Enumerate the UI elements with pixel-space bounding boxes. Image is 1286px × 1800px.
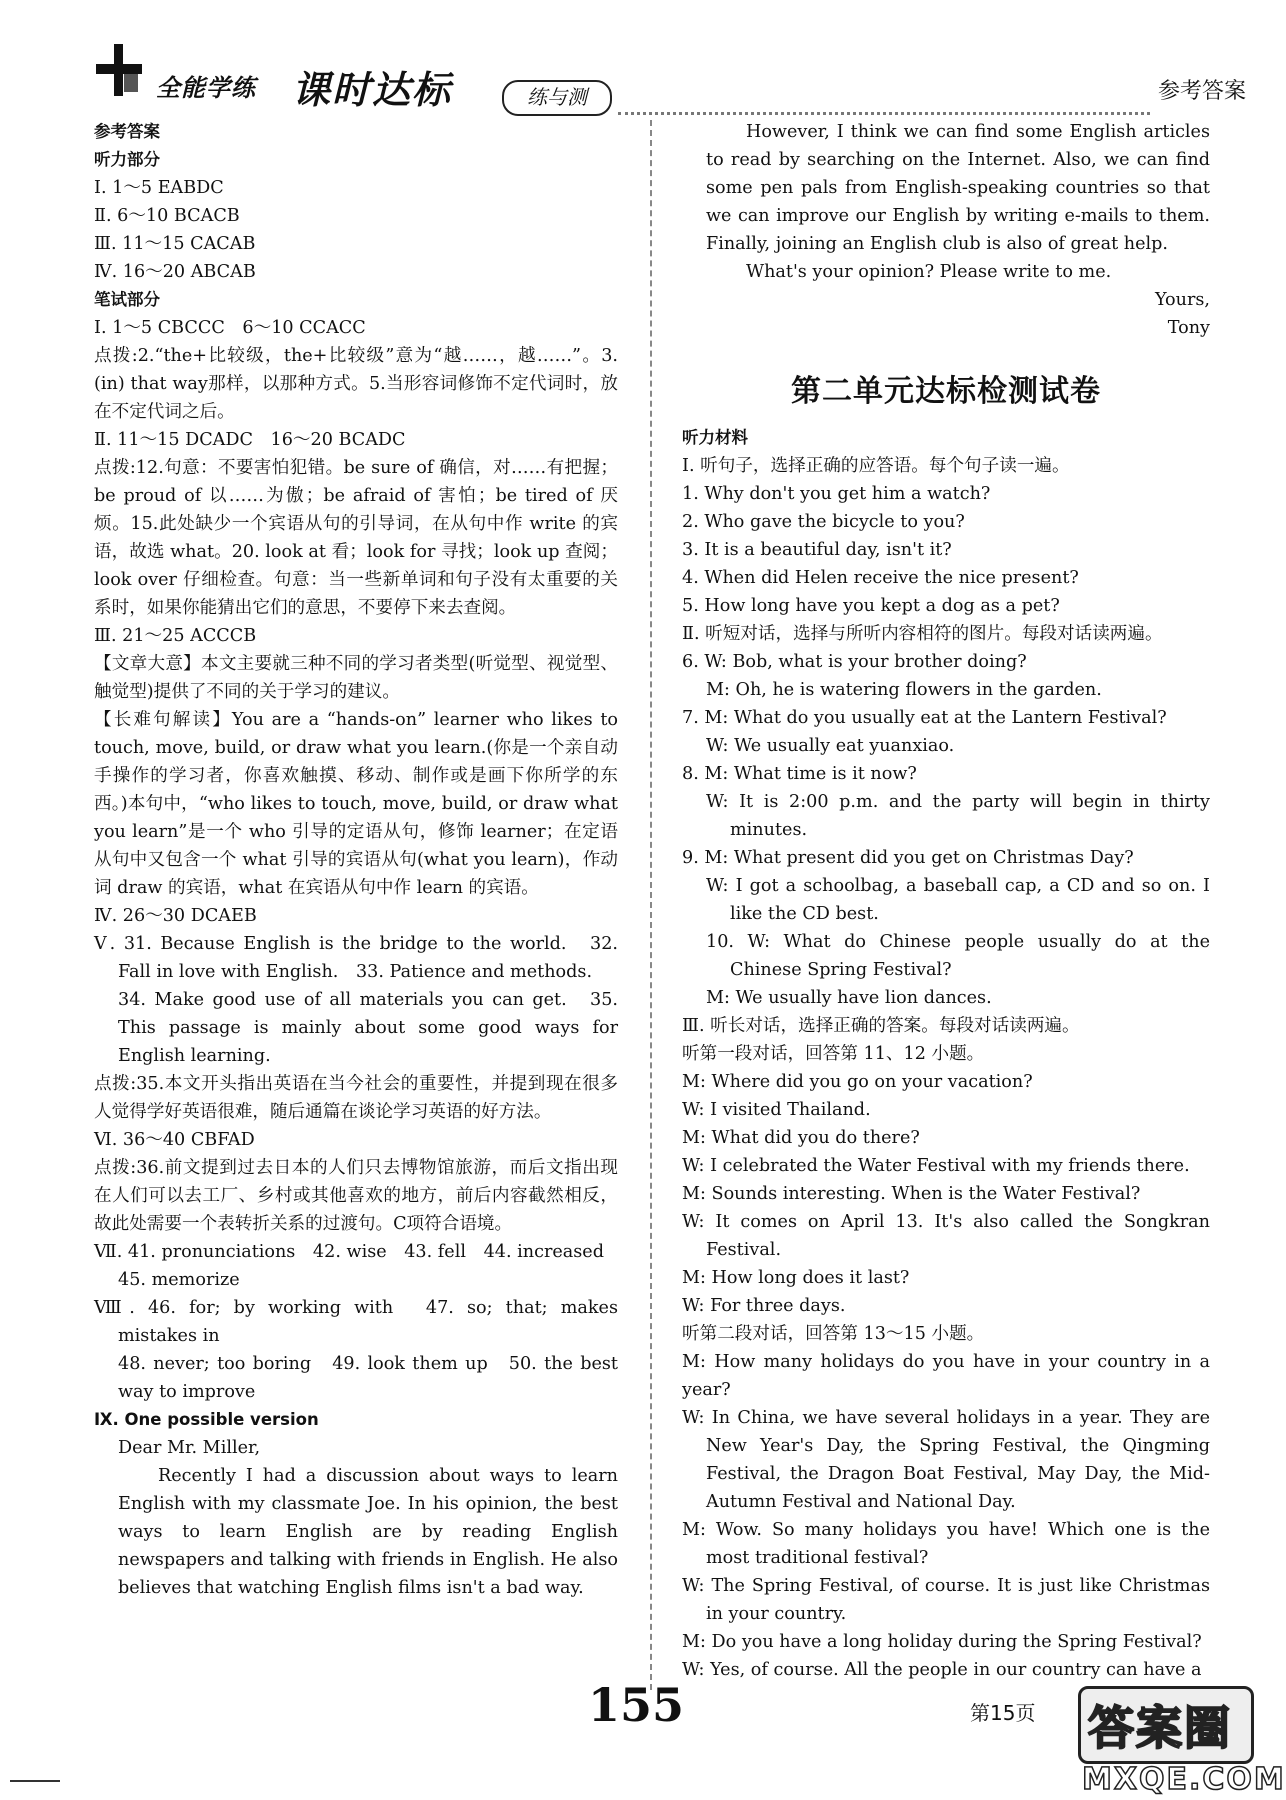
text-line: Tony — [1167, 318, 1210, 338]
text-line: Yours, — [1154, 290, 1210, 310]
text-line: 点拨:12.句意：不要害怕犯错。be sure of 确信，对……有把握；be proud of 以……为傲；be afraid of 害怕；be tired of 厌烦。15.此处缺少一个宾语从句的引导词，在从句中作 write 的宾语，故选 what。20. look at 看；look for 寻找；look up 查阅；look over 仔细检查。句意：当一些新单词和句子没有太重要的关系时，如果你能猜出它们的意思，不要停下来去查阅。 — [94, 458, 618, 618]
plus-logo-icon — [96, 44, 142, 96]
text-line: 【文章大意】本文主要就三种不同的学习者类型(听觉型、视觉型、触觉型)提供了不同的关于学习的建议。 — [94, 654, 618, 702]
text-line: 参考答案 — [94, 122, 160, 141]
text-line: M: Where did you go on your vacation? — [682, 1072, 1033, 1092]
text-line: M: Do you have a long holiday during the Spring Festival? — [682, 1632, 1202, 1652]
text-line: Ⅱ. 听短对话，选择与所听内容相符的图片。每段对话读两遍。 — [682, 624, 1163, 644]
watermark-logo — [1078, 1686, 1286, 1797]
text-line: W: In China, we have several holidays in a year. They are New Year's Day, the Spring Festival, the Qingming Festival, the Dragon Boat Festival, May Day, the Mid-Autumn Festival and National Day. — [682, 1408, 1210, 1512]
page-header — [0, 0, 1254, 115]
text-line: 听力材料 — [682, 428, 748, 447]
text-line: M: Wow. So many holidays you have! Which one is the most traditional festival? — [682, 1520, 1210, 1568]
text-line: M: Sounds interesting. When is the Water Festival? — [682, 1184, 1141, 1204]
text-line: 【长难句解读】You are a “hands-on” learner who likes to touch, move, build, or draw what you learn.(你是一个亲自动手操作的学习者，你喜欢触摸、移动、制作或是画下你所学的东西。)本句中，“who likes to touch, move, build, or draw what you learn”是一个 who 引导的定语从句，修饰 learner；在定语从句中又包含一个 what 引导的宾语从句(what you learn)，作动词 draw 的宾语，what 在宾语从句中作 learn 的宾语。 — [94, 710, 618, 898]
text-line: 34. Make good use of all materials you can get. 35. This passage is mainly about some good ways for English learning. — [118, 990, 618, 1066]
text-line: W: For three days. — [682, 1296, 846, 1316]
text-line: 点拨:36.前文提到过去日本的人们只去博物馆旅游，而后文指出现在人们可以去工厂、乡村或其他喜欢的地方，前后内容截然相反，故此处需要一个表转折关系的过渡句。C项符合语境。 — [94, 1158, 618, 1234]
watermark-text: 答案圈 — [1088, 1701, 1232, 1755]
brand-small: 全能学练 — [156, 74, 256, 102]
text-line: W: It is 2:00 p.m. and the party will begin in thirty minutes. — [706, 792, 1210, 840]
text-line: 听第一段对话，回答第 11、12 小题。 — [682, 1044, 985, 1064]
text-line: Ⅳ. 16～20 ABCAB — [94, 262, 256, 282]
text-line: 48. never; too boring 49. look them up 50. the best way to improve — [118, 1354, 618, 1402]
text-line: 10. W: What do Chinese people usually do at the Chinese Spring Festival? — [706, 932, 1210, 980]
letter-continuation — [682, 118, 1210, 342]
text-line: 6. W: Bob, what is your brother doing? — [682, 652, 1027, 672]
page-label: 第15页 — [970, 1701, 1036, 1725]
text-line: W: It comes on April 13. It's also called the Songkran Festival. — [682, 1212, 1210, 1260]
text-line: Ⅶ. 41. pronunciations 42. wise 43. fell 44. increased — [94, 1242, 604, 1262]
unit-test-title: 第二单元达标检测试卷 — [791, 374, 1101, 409]
text-line: 2. Who gave the bicycle to you? — [682, 512, 965, 532]
text-line: M: We usually have lion dances. — [706, 988, 992, 1008]
text-line: Ⅰ. 1～5 CBCCC 6～10 CCACC — [94, 318, 366, 338]
text-line: Ⅳ. 26～30 DCAEB — [94, 906, 257, 926]
text-line: 听第二段对话，回答第 13～15 小题。 — [682, 1324, 985, 1344]
text-line: W: The Spring Festival, of course. It is just like Christmas in your country. — [682, 1576, 1210, 1624]
text-line: W: I celebrated the Water Festival with my friends there. — [682, 1156, 1190, 1176]
page-number: 155 — [588, 1678, 685, 1732]
text-line: Recently I had a discussion about ways to learn English with my classmate Joe. In his opinion, the best ways to learn English are by reading English newspapers and talking with friends in English. He also believes that watching English films isn't a bad way. — [118, 1466, 618, 1598]
text-line: 3. It is a beautiful day, isn't it? — [682, 540, 952, 560]
column-divider — [650, 120, 652, 1690]
text-line: W: We usually eat yuanxiao. — [706, 736, 955, 756]
text-line: Ⅲ. 21～25 ACCCB — [94, 626, 257, 646]
header-section-label: 参考答案 — [1158, 79, 1247, 104]
text-line: M: What did you do there? — [682, 1128, 920, 1148]
text-line: W: I got a schoolbag, a baseball cap, a CD and so on. I like the CD best. — [706, 876, 1210, 924]
text-line: Ⅸ. One possible version — [94, 1410, 319, 1429]
text-line: Ⅵ. 36～40 CBFAD — [94, 1130, 255, 1150]
text-line: 点拨:2.“the+比较级，the+比较级”意为“越……，越……”。3.(in) that way那样，以那种方式。5.当形容词修饰不定代词时，放在不定代词之后。 — [94, 346, 618, 422]
text-line: Dear Mr. Miller, — [118, 1438, 261, 1458]
text-line: 1. Why don't you get him a watch? — [682, 484, 991, 504]
text-line: Ⅲ. 听长对话，选择正确的答案。每段对话读两遍。 — [682, 1016, 1080, 1036]
text-line: 9. M: What present did you get on Christmas Day? — [682, 848, 1134, 868]
right-column — [682, 118, 1210, 1684]
brand-badge: 练与测 — [502, 80, 612, 116]
text-line: W: I visited Thailand. — [682, 1100, 871, 1120]
text-line: Ⅷ. 46. for; by working with 47. so; that; makes mistakes in — [94, 1298, 618, 1346]
text-line: Ⅰ. 听句子，选择正确的应答语。每个句子读一遍。 — [682, 456, 1070, 476]
watermark-url: MXQE.COM — [1082, 1762, 1286, 1797]
text-line: W: Yes, of course. All the people in our country can have a — [682, 1660, 1202, 1680]
brand-main: 课时达标 — [292, 68, 453, 112]
listening-material — [682, 424, 1210, 1684]
text-line: However, I think we can find some English articles to read by searching on the Internet. Also, we can find some pen pals from English-speaking countries so that we can improve our English by writing e-mails to them. Finally, joining an English club is also of great help. — [706, 122, 1210, 254]
left-column — [94, 118, 618, 1602]
text-line: What's your opinion? Please write to me. — [746, 262, 1112, 282]
header-dotted-rule — [618, 112, 1150, 115]
text-line: 4. When did Helen receive the nice present? — [682, 568, 1079, 588]
text-line: 笔试部分 — [94, 290, 160, 309]
text-line: M: How many holidays do you have in your country in a year? — [682, 1352, 1210, 1400]
text-line: M: How long does it last? — [682, 1268, 910, 1288]
footer-rule — [10, 1780, 60, 1782]
text-line: 点拨:35.本文开头指出英语在当今社会的重要性，并提到现在很多人觉得学好英语很难，随后通篇在谈论学习英语的好方法。 — [94, 1074, 618, 1122]
text-line: Ⅰ. 1～5 EABDC — [94, 178, 224, 198]
text-line: 5. How long have you kept a dog as a pet? — [682, 596, 1060, 616]
text-line: 8. M: What time is it now? — [682, 764, 917, 784]
text-line: Ⅴ. 31. Because English is the bridge to the world. 32. Fall in love with English. 33. Patience and methods. — [94, 934, 618, 982]
text-line: 45. memorize — [118, 1270, 240, 1290]
text-line: Ⅲ. 11～15 CACAB — [94, 234, 256, 254]
text-line: 听力部分 — [94, 150, 160, 169]
text-line: Ⅱ. 11～15 DCADC 16～20 BCADC — [94, 430, 406, 450]
text-line: Ⅱ. 6～10 BCACB — [94, 206, 240, 226]
text-line: M: Oh, he is watering flowers in the garden. — [706, 680, 1102, 700]
text-line: 7. M: What do you usually eat at the Lantern Festival? — [682, 708, 1167, 728]
